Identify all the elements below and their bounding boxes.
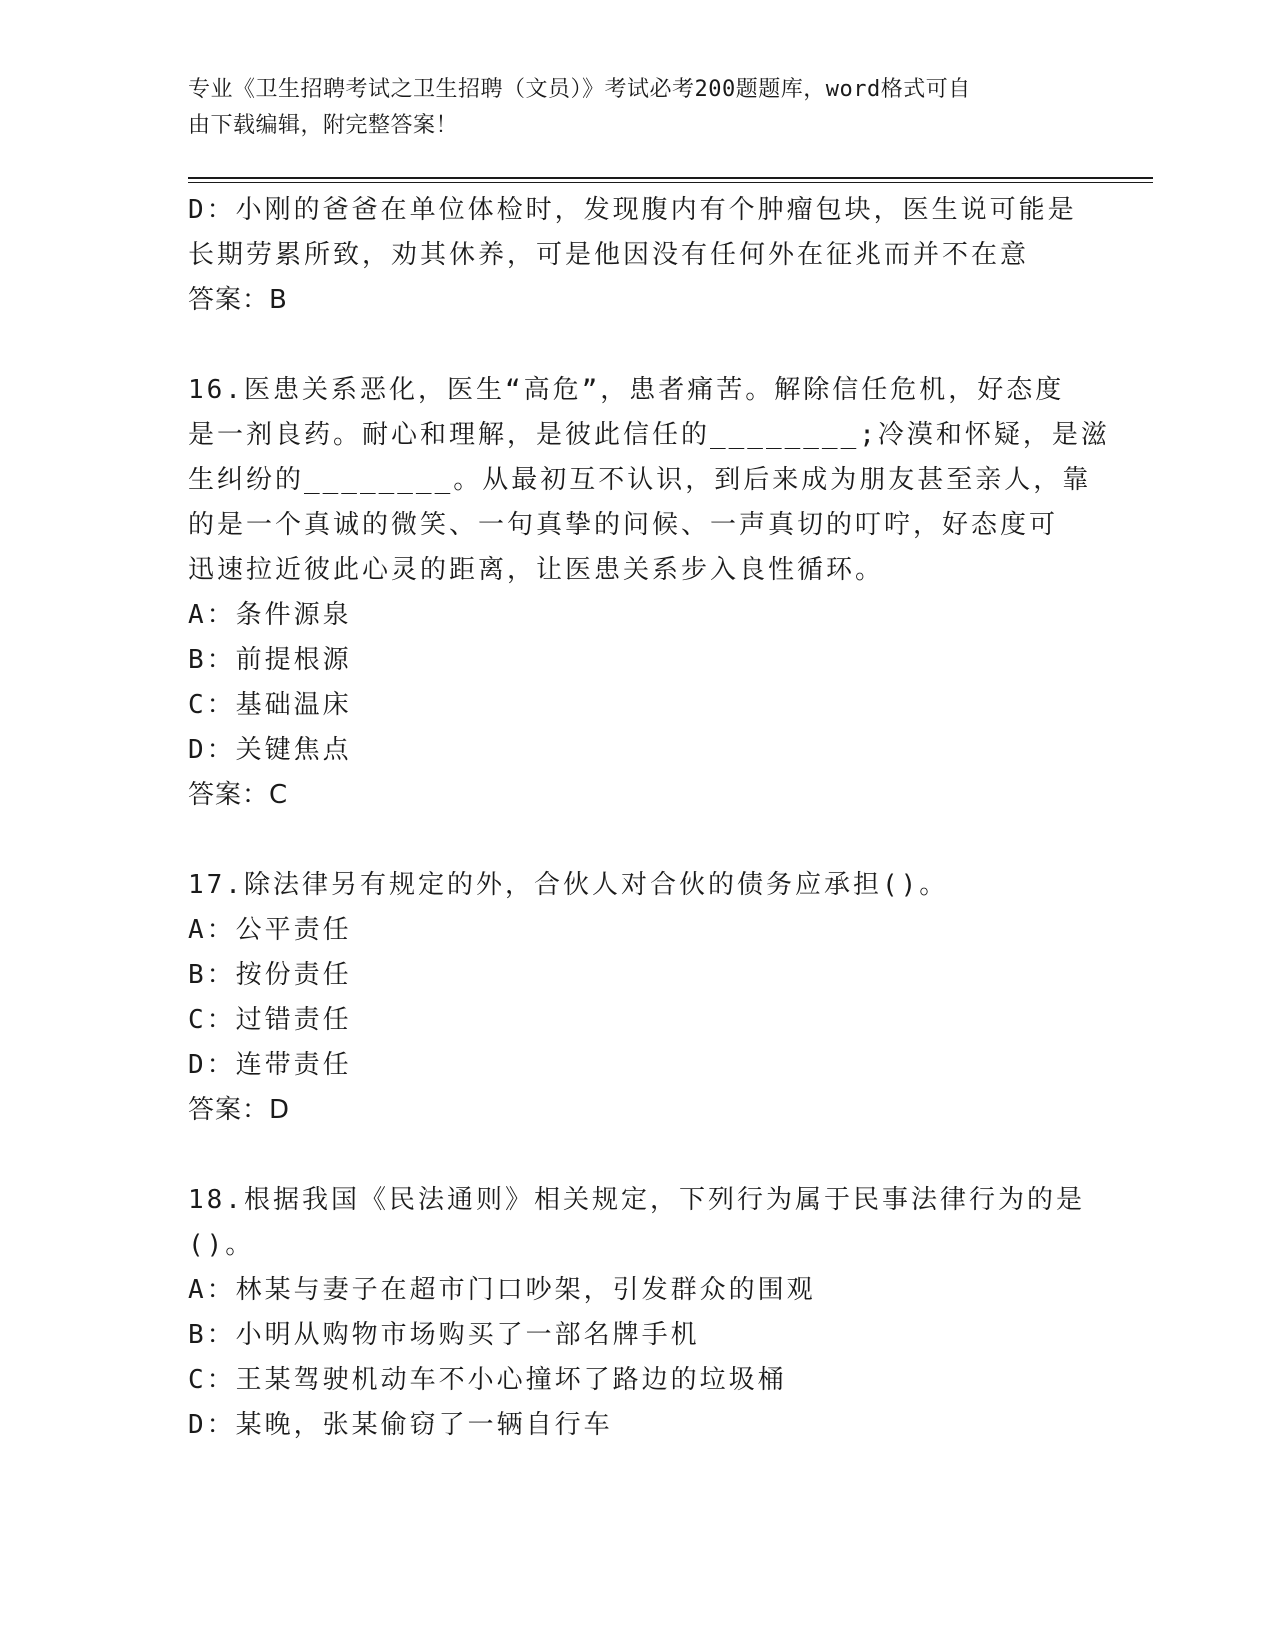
option-c: C：王某驾驶机动车不小心撞坏了路边的垃圾桶 [188,1365,787,1395]
option-b: B：按份责任 [188,960,352,990]
option-b: B：小明从购物市场购买了一部名牌手机 [188,1320,700,1350]
option-d-continued: 长期劳累所致，劝其休养，可是他因没有任何外在征兆而并不在意 [188,240,1030,270]
option-d: D：小刚的爸爸在单位体检时，发现腹内有个肿瘤包块，医生说可能是 [188,195,1077,225]
question-16 [188,368,1110,818]
answer: 答案：D [188,1095,291,1125]
option-a: A：林某与妻子在超市门口吵架，引发群众的围观 [188,1275,816,1305]
question-stem: 迅速拉近彼此心灵的距离，让医患关系步入良性循环。 [188,555,885,585]
answer: 答案：B [188,285,288,315]
header-divider-thick [188,177,1153,179]
option-b: B：前提根源 [188,645,352,675]
option-c: C：过错责任 [188,1005,352,1035]
spacer [188,1133,1078,1178]
question-stem: ()。 [188,1230,255,1260]
document-header [188,72,1068,144]
question-18 [188,1178,1085,1448]
option-d: D：某晚，张某偷窃了一辆自行车 [188,1410,613,1440]
question-list [188,188,1110,1448]
option-d: D：关键焦点 [188,735,352,765]
question-stem: 17.除法律另有规定的外，合伙人对合伙的债务应承担()。 [188,870,949,900]
header-title-line-2: 由下载编辑，附完整答案！ [188,113,459,138]
question-stem: 18.根据我国《民法通则》相关规定，下列行为属于民事法律行为的是 [188,1185,1085,1215]
header-divider-thin [188,182,1153,183]
option-a: A：条件源泉 [188,600,352,630]
question-stem: 生纠纷的________。从最初互不认识，到后来成为朋友甚至亲人，靠 [188,465,1092,495]
option-c: C：基础温床 [188,690,352,720]
spacer [188,323,1078,368]
spacer [188,818,1078,863]
question-stem: 的是一个真诚的微笑、一句真挚的问候、一声真切的叮咛，好态度可 [188,510,1059,540]
answer: 答案：C [188,780,289,810]
option-a: A：公平责任 [188,915,352,945]
question-stem: 是一剂良药。耐心和理解，是彼此信任的________;冷漠和怀疑，是滋 [188,420,1110,450]
question-17 [188,863,1078,1133]
header-title-line-1: 专业《卫生招聘考试之卫生招聘（文员）》考试必考200题题库，word格式可自 [188,77,971,102]
option-d: D：连带责任 [188,1050,352,1080]
question-15-tail [188,188,1078,323]
question-stem: 16.医患关系恶化，医生“高危”，患者痛苦。解除信任危机，好态度 [188,375,1065,405]
